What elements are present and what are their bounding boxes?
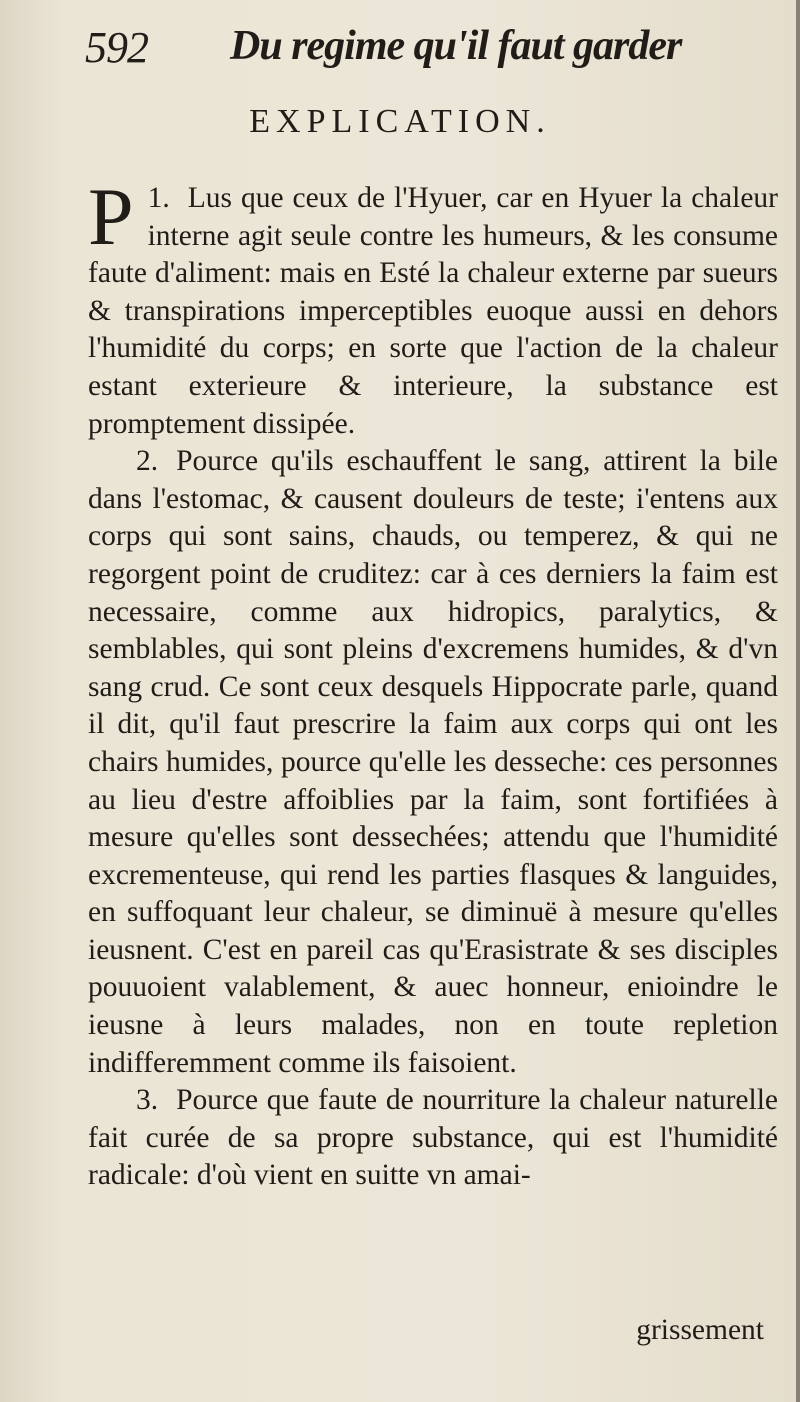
body-text (88, 171, 778, 1195)
paragraph-number: 1. (147, 182, 170, 214)
paragraph-text: Pource que faute de nourriture la chaleur naturelle fait curée de sa propre substance, qui est l'humidité radicale: d'où vient en suitte vn amai- (88, 1084, 778, 1192)
paragraph-3 (88, 1082, 778, 1195)
page-number: 592 (85, 23, 148, 72)
catchword: grissement (636, 1314, 764, 1346)
paragraph-text: Pource qu'ils eschauffent le sang, attirent la bile dans l'estomac, & causent douleurs de teste; i'entens aux corps qui sont sains, chauds, ou temperez, & qui ne regorgent point de cruditez: car à ces derniers la faim est necessaire, comme aux hidropics, paralytics, & semblables, qui sont pleins d'excremens humides, & d'vn sang crud. Ce sont ceux desquels Hippocrate parle, quand il dit, qu'il faut prescrire la faim aux corps qui ont les chairs humides, pource qu'elle les desseche: ces personnes au lieu d'estre affoiblies par la faim, sont fortifiées à mesure qu'elles sont dessechées; attendu que l'humidité excrementeuse, qui rend les parties flasques & languides, en suffoquant leur chaleur, se diminuë à mesure qu'elles ieusnent. C'est en pareil cas qu'Erasistrate & ses disciples pouuoient valablement, & auec honneur, enioindre le ieusne à leurs malades, non en toute repletion indifferemment comme ils faisoient. (88, 445, 778, 1079)
section-heading: EXPLICATION. (249, 103, 551, 140)
page-edge (796, 0, 800, 1402)
page-header (85, 22, 685, 82)
paragraph-number: 3. (136, 1084, 159, 1117)
running-title: Du regime qu'il faut garder (230, 23, 682, 69)
paragraph-text: Lus que ceux de l'Hyuer, car en Hyuer la chaleur interne agit seule contre les humeurs, & les consume faute d'aliment: mais en Esté la chaleur externe par sueurs & transpirations imperceptibles euoque aussi en dehors l'humidité du corps; en sorte que l'action de la chaleur estant exterieure & interieure, la substance est promptement dissipée. (88, 182, 778, 440)
drop-cap: P (88, 171, 134, 262)
paragraph-2 (88, 443, 778, 1082)
paragraph-number: 2. (136, 445, 159, 478)
paragraph-1 (88, 171, 778, 443)
